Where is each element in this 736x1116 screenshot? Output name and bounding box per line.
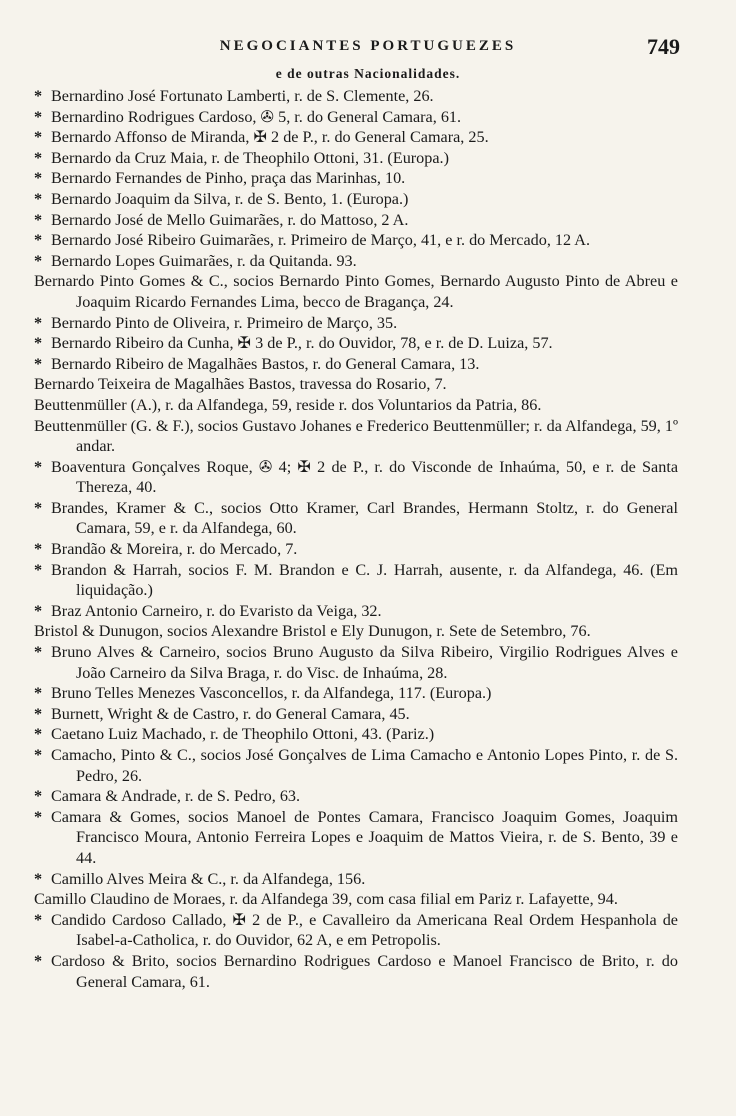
- asterisk-mark: *: [34, 313, 43, 332]
- asterisk-mark: *: [34, 951, 43, 970]
- directory-entry: [34, 621, 678, 642]
- asterisk-mark: *: [34, 334, 43, 353]
- entry-text: Brandão & Moreira, r. do Mercado, 7.: [51, 540, 298, 559]
- asterisk-mark: *: [34, 601, 43, 620]
- entry-text: Bruno Alves & Carneiro, socios Bruno Augusto da Silva Ribeiro, Virgilio Rodrigues Alves e João Carneiro da Silva Braga, r. do Visc. de Inhaúma, 28.: [51, 643, 678, 682]
- page-header: [0, 34, 736, 60]
- directory-entry: [34, 704, 678, 725]
- asterisk-mark: *: [34, 231, 43, 250]
- directory-entry: [34, 560, 678, 601]
- entry-text: Bruno Telles Menezes Vasconcellos, r. da Alfandega, 117. (Europa.): [51, 684, 492, 703]
- directory-entry: [34, 251, 678, 272]
- entry-list: [34, 86, 678, 992]
- directory-entry: [34, 498, 678, 539]
- directory-entry: [34, 313, 678, 334]
- directory-entry: [34, 107, 678, 128]
- entry-text: Camillo Alves Meira & C., r. da Alfandega, 156.: [51, 869, 366, 888]
- asterisk-mark: *: [34, 540, 43, 559]
- entry-text: Camillo Claudino de Moraes, r. da Alfandega 39, com casa filial em Pariz r. Lafayette, 94.: [34, 890, 618, 909]
- entry-text: Bernardo da Cruz Maia, r. de Theophilo Ottoni, 31. (Europa.): [51, 148, 449, 167]
- directory-entry: [34, 951, 678, 992]
- directory-entry: [34, 210, 678, 231]
- directory-entry: [34, 271, 678, 312]
- entry-text: Bernardino Rodrigues Cardoso, ✇ 5, r. do General Camara, 61.: [51, 107, 462, 126]
- directory-entry: [34, 745, 678, 786]
- running-title: NEGOCIANTES PORTUGUEZES: [219, 38, 517, 54]
- asterisk-mark: *: [34, 148, 43, 167]
- directory-entry: [34, 86, 678, 107]
- section-subtitle: e de outras Nacionalidades.: [275, 66, 461, 81]
- entry-text: Bernardo Affonso de Miranda, ✠ 2 de P., r. do General Camara, 25.: [51, 128, 489, 147]
- directory-entry: [34, 395, 678, 416]
- entry-text: Camara & Andrade, r. de S. Pedro, 63.: [51, 787, 301, 806]
- asterisk-mark: *: [34, 910, 43, 929]
- entry-text: Bristol & Dunugon, socios Alexandre Bristol e Ely Dunugon, r. Sete de Setembro, 76.: [34, 622, 591, 641]
- directory-entry: [34, 416, 678, 457]
- asterisk-mark: *: [34, 643, 43, 662]
- directory-entry: [34, 148, 678, 169]
- asterisk-mark: *: [34, 457, 43, 476]
- entry-text: Bernardo Ribeiro da Cunha, ✠ 3 de P., r. do Ouvidor, 78, e r. de D. Luiza, 57.: [51, 334, 553, 353]
- asterisk-mark: *: [34, 869, 43, 888]
- directory-entry: [34, 189, 678, 210]
- asterisk-mark: *: [34, 128, 43, 147]
- asterisk-mark: *: [34, 354, 43, 373]
- directory-entry: [34, 642, 678, 683]
- entry-text: Cardoso & Brito, socios Bernardino Rodrigues Cardoso e Manoel Francisco de Brito, r. do General Camara, 61.: [51, 951, 678, 991]
- directory-entry: [34, 230, 678, 251]
- asterisk-mark: *: [34, 107, 43, 126]
- directory-entry: [34, 127, 678, 148]
- directory-entry: [34, 374, 678, 395]
- asterisk-mark: *: [34, 725, 43, 744]
- directory-entry: [34, 333, 678, 354]
- directory-entry: [34, 889, 678, 910]
- directory-entry: [34, 457, 678, 498]
- directory-entry: [34, 601, 678, 622]
- entry-text: Bernardo José de Mello Guimarães, r. do Mattoso, 2 A.: [51, 210, 409, 229]
- asterisk-mark: *: [34, 210, 43, 229]
- entry-text: Bernardo José Ribeiro Guimarães, r. Primeiro de Março, 41, e r. do Mercado, 12 A.: [51, 231, 590, 250]
- entry-text: Bernardo Fernandes de Pinho, praça das Marinhas, 10.: [51, 169, 406, 188]
- directory-entry: [34, 910, 678, 951]
- asterisk-mark: *: [34, 189, 43, 208]
- directory-entry: [34, 539, 678, 560]
- entry-text: Candido Cardoso Callado, ✠ 2 de P., e Cavalleiro da Americana Real Ordem Hespanhola de Isabel-a-Catholica, r. do Ouvidor, 62 A, e em Petropolis.: [51, 910, 678, 950]
- entry-text: Bernardo Pinto de Oliveira, r. Primeiro de Março, 35.: [51, 313, 398, 332]
- entry-text: Bernardo Lopes Guimarães, r. da Quitanda. 93.: [51, 251, 357, 270]
- entry-text: Beuttenmüller (G. & F.), socios Gustavo Johanes e Frederico Beuttenmüller; r. da Alfandega, 59, 1º andar.: [34, 416, 678, 456]
- entry-text: Camacho, Pinto & C., socios José Gonçalves de Lima Camacho e Antonio Lopes Pinto, r. de S. Pedro, 26.: [51, 746, 678, 785]
- entry-text: Camara & Gomes, socios Manoel de Pontes Camara, Francisco Joaquim Gomes, Joaquim Francisco Moura, Antonio Ferreira Lopes e Joaquim de Mattos Vieira, r. de S. Bento, 39 e 44.: [51, 807, 678, 867]
- entry-text: Braz Antonio Carneiro, r. do Evaristo da Veiga, 32.: [51, 601, 382, 620]
- entry-text: Burnett, Wright & de Castro, r. do General Camara, 45.: [51, 704, 410, 723]
- directory-entry: [34, 354, 678, 375]
- asterisk-mark: *: [34, 251, 43, 270]
- directory-entry: [34, 168, 678, 189]
- entry-text: Bernardo Ribeiro de Magalhães Bastos, r. do General Camara, 13.: [51, 354, 480, 373]
- entry-text: Bernardino José Fortunato Lamberti, r. de S. Clemente, 26.: [51, 87, 434, 105]
- asterisk-mark: *: [34, 169, 43, 188]
- directory-entry: [34, 786, 678, 807]
- entry-text: Beuttenmüller (A.), r. da Alfandega, 59, reside r. dos Voluntarios da Patria, 86.: [34, 395, 542, 414]
- directory-entry: [34, 807, 678, 869]
- page-number: 749: [647, 34, 680, 59]
- directory-entry: [34, 683, 678, 704]
- entry-text: Bernardo Pinto Gomes & C., socios Bernardo Pinto Gomes, Bernardo Augusto Pinto de Abreu e Joaquim Ricardo Fernandes Lima, becco de Bragança, 24.: [34, 272, 678, 311]
- asterisk-mark: *: [34, 87, 43, 105]
- asterisk-mark: *: [34, 704, 43, 723]
- entry-text: Boaventura Gonçalves Roque, ✇ 4; ✠ 2 de P., r. do Visconde de Inhaúma, 50, e r. de Santa Thereza, 40.: [51, 457, 678, 497]
- entry-text: Brandes, Kramer & C., socios Otto Kramer, Carl Brandes, Hermann Stoltz, r. do General Camara, 59, e r. da Alfandega, 60.: [51, 498, 678, 538]
- directory-entry: [34, 869, 678, 890]
- directory-entry: [34, 724, 678, 745]
- entry-text: Caetano Luiz Machado, r. de Theophilo Ottoni, 43. (Pariz.): [51, 725, 435, 744]
- entry-text: Brandon & Harrah, socios F. M. Brandon e C. J. Harrah, ausente, r. da Alfandega, 46. (Em liquidação.): [51, 560, 678, 600]
- entry-text: Bernardo Joaquim da Silva, r. de S. Bento, 1. (Europa.): [51, 189, 409, 208]
- asterisk-mark: *: [34, 498, 43, 517]
- entry-text: Bernardo Teixeira de Magalhães Bastos, travessa do Rosario, 7.: [34, 375, 447, 394]
- asterisk-mark: *: [34, 560, 43, 579]
- asterisk-mark: *: [34, 684, 43, 703]
- asterisk-mark: *: [34, 746, 43, 764]
- asterisk-mark: *: [34, 807, 43, 826]
- asterisk-mark: *: [34, 787, 43, 806]
